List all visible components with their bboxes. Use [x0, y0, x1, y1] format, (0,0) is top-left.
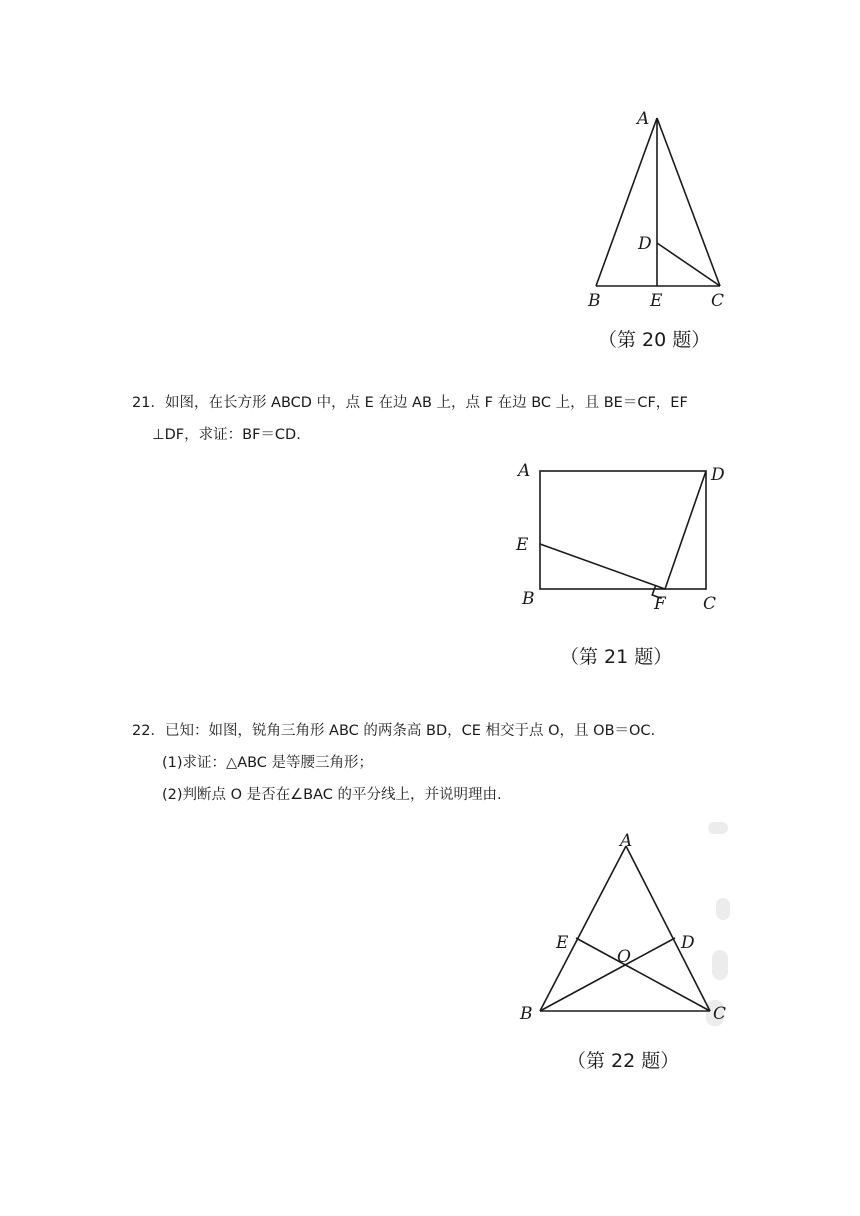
- label-c: C: [711, 291, 725, 311]
- figure-22-caption: （第 22 题）: [567, 1050, 680, 1072]
- segment-ac: [626, 846, 710, 1011]
- problem-22-part-2: (2)判断点 O 是否在∠BAC 的平分线上，并说明理由.: [162, 787, 502, 803]
- label-b: B: [588, 291, 601, 311]
- segment-ab: [540, 846, 626, 1011]
- label-b: B: [520, 1004, 533, 1024]
- label-e: E: [650, 291, 663, 311]
- label-c: C: [713, 1004, 727, 1024]
- label-e: E: [516, 535, 529, 555]
- label-d: D: [681, 933, 695, 953]
- label-d: D: [638, 234, 652, 254]
- problem-22-part-1: (1)求证：△ABC 是等腰三角形；: [162, 755, 374, 771]
- label-o: O: [617, 947, 631, 967]
- figure-20-caption: （第 20 题）: [598, 329, 711, 351]
- problem-21-line-2: ⊥DF，求证：BF＝CD.: [152, 427, 301, 443]
- problem-22-line-1: 22．已知：如图，锐角三角形 ABC 的两条高 BD，CE 相交于点 O，且 OB＝OC.: [132, 723, 656, 739]
- label-a: A: [637, 109, 650, 129]
- figure-21-caption: （第 21 题）: [560, 646, 673, 668]
- label-c: C: [703, 594, 717, 614]
- label-f: F: [654, 594, 666, 614]
- label-a: A: [518, 461, 531, 481]
- label-e: E: [556, 933, 569, 953]
- problem-21-line-1: 21．如图，在长方形 ABCD 中，点 E 在边 AB 上，点 F 在边 BC 上，且 BE＝CF，EF: [132, 395, 688, 411]
- label-a: A: [620, 831, 633, 851]
- label-b: B: [522, 589, 535, 609]
- label-d: D: [711, 465, 725, 485]
